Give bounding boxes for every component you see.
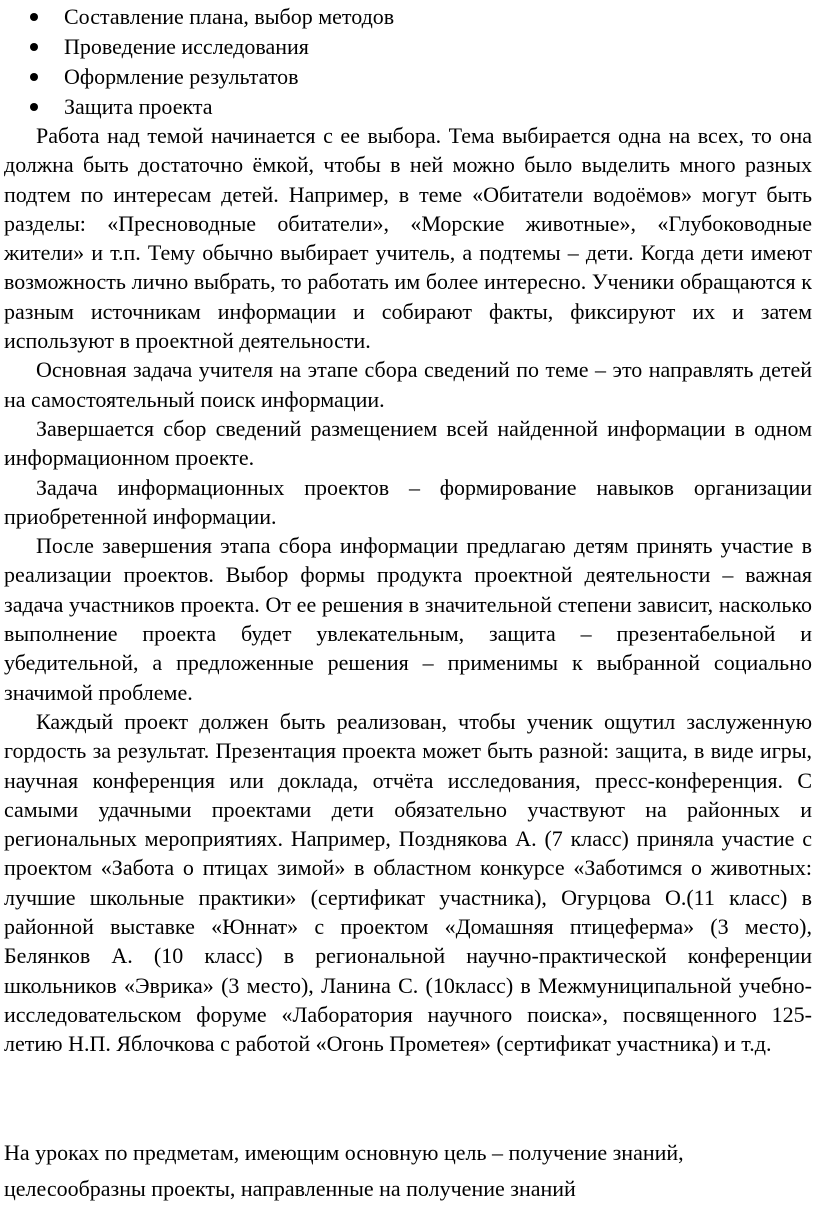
paragraph-presentation: Каждый проект должен быть реализован, чтобы ученик ощутил заслуженную гордость за результат. Презентация проекта может быть разной: защита, в виде игры, научная конференция или доклада, отчёта исследования, пресс-конференция. С самыми удачными проектами дети обязательно участвуют на районных и региональных мероприятиях. Например, Позднякова А. (7 класс) приняла участие с проектом «Забота о птицах зимой» в областном конкурсе «Заботимся о животных: лучшие школьные практики» (сертификат участника), Огурцова О.(11 класс) в районной выставке «Юннат» с проектом «Домашняя птицеферма» (3 место), Белянков А. (10 класс) в региональной научно-практической конференции школьников «Эврика» (3 место), Ланина С. (10класс) в Межмуниципальной учебно-исследовательском форуме «Лаборатория научного поиска», посвященного 125-летию Н.П. Яблочкова с работой «Огонь Прометея» (сертификат участника) и т.д. <box>4 708 812 1057</box>
bullet-item <box>0 62 394 92</box>
closing-line: На уроках по предметам, имеющим основную цель – получение знаний, <box>4 1140 684 1165</box>
bullet-text: Защита проекта <box>64 94 213 119</box>
bullet-list <box>0 2 394 122</box>
bullet-text: Проведение исследования <box>64 34 309 59</box>
bullet-icon <box>30 43 38 51</box>
bullet-icon <box>30 73 38 81</box>
bullet-item <box>0 92 394 122</box>
paragraph-teacher-task: Основная задача учителя на этапе сбора сведений по теме – это направлять детей на самостоятельный поиск информации. <box>4 357 812 412</box>
closing-line: целесообразны проекты, направленные на получение знаний <box>4 1176 576 1201</box>
bullet-item <box>0 2 394 32</box>
bullet-icon <box>30 13 38 21</box>
bullet-text: Составление плана, выбор методов <box>64 4 395 29</box>
bullet-text: Оформление результатов <box>64 64 299 89</box>
paragraph-topic-choice: Работа над темой начинается с ее выбора. Тема выбирается одна на всех, то она должна быть достаточно ёмкой, чтобы в ней можно было выделить много разных подтем по интересам детей. Например, в теме «Обитатели водоёмов» могут быть разделы: «Пресноводные обитатели», «Морские животные», «Глубоководные жители» и т.п. Тему обычно выбирает учитель, а подтемы – дети. Когда дети имеют возможность лично выбрать, то работать им более интересно. Ученики обращаются к разным источникам информации и собирают факты, фиксируют их и затем используют в проектной деятельности. <box>4 123 812 354</box>
bullet-item <box>0 32 394 62</box>
body-text <box>4 121 812 1059</box>
paragraph-info-projects: Задача информационных проектов – формирование навыков организации приобретенной информации. <box>4 474 812 529</box>
bullet-icon <box>30 103 38 111</box>
paragraph-collection-end: Завершается сбор сведений размещением всей найденной информации в одном информационном проекте. <box>4 415 812 471</box>
paragraph-project-form: После завершения этапа сбора информации предлагаю детям принять участие в реализации проектов. Выбор формы продукта проектной деятельности – важная задача участников проекта. От ее решения в значительной степени зависит, насколько выполнение проекта будет увлекательным, защита – презентабельной и убедительной, а предложенные решения – применимы к выбранной социально значимой проблеме. <box>4 533 812 705</box>
